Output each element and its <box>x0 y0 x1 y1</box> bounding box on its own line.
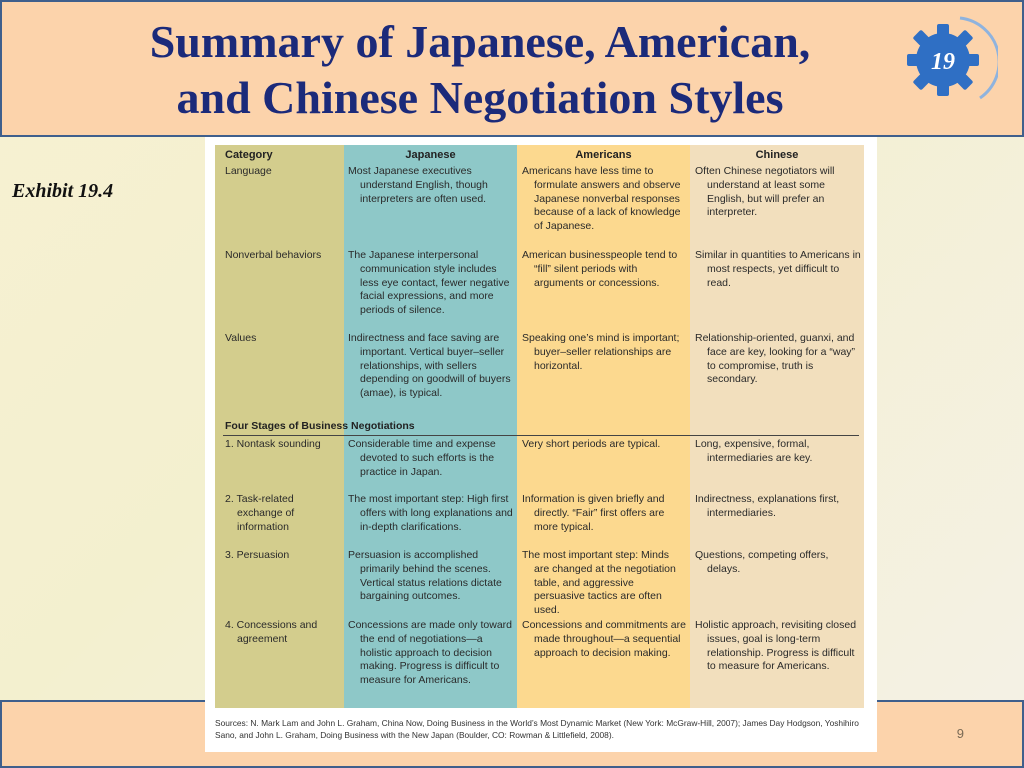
row-nonverbal-category: Nonverbal behaviors <box>225 249 322 261</box>
stage-2-japanese: The most important step: High first offers with long explanations and in-depth clarifications. <box>348 493 513 533</box>
row-values-chinese: Relationship-oriented, guanxi, and face are key, looking for a “way” to compromise, truth is secondary. <box>695 332 856 386</box>
stages-heading: Four Stages of Business Negotiations <box>225 420 415 432</box>
row-language-category: Language <box>225 165 272 177</box>
header-japanese: Japanese <box>405 149 456 161</box>
chapter-number: 19 <box>931 49 955 75</box>
stage-1-category: 1. Nontask sounding <box>225 438 321 450</box>
stage-3-japanese: Persuasion is accomplished primarily behind the scenes. Vertical status relations dictate bargaining outcomes. <box>348 549 502 603</box>
header-chinese: Chinese <box>755 149 799 161</box>
row-nonverbal-chinese: Similar in quantities to Americans in most respects, yet difficult to read. <box>695 249 861 289</box>
chapter-gear-icon <box>898 10 998 110</box>
row-language-chinese: Often Chinese negotiators will understand at least some English, but will prefer an interpreter. <box>695 165 835 219</box>
stage-3-chinese: Questions, competing offers, delays. <box>695 549 829 575</box>
exhibit-table-image <box>205 137 877 752</box>
row-values-americans: Speaking one’s mind is important; buyer–seller relationships are horizontal. <box>522 332 680 372</box>
row-values-japanese: Indirectness and face saving are important. Vertical buyer–seller relationships, with sellers depending on goodwill of buyers (amae), is typical. <box>348 332 511 400</box>
stage-4-chinese: Holistic approach, revisiting closed issues, goal is long-term relationship. Progress is difficult to measure for Americans. <box>695 619 857 673</box>
stage-4-category: 4. Concessions and agreement <box>225 619 318 645</box>
row-nonverbal-americans: American businesspeople tend to “fill” silent periods with arguments or concessions. <box>522 249 678 289</box>
title-line-2: and Chinese Negotiation Styles <box>176 72 784 123</box>
stage-2-americans: Information is given briefly and directly. “Fair” first offers are more typical. <box>522 493 665 533</box>
sources-note: Sources: N. Mark Lam and John L. Graham, China Now, Doing Business in the World’s Most Dynamic Market (New York: McGraw-Hill, 2007); James Day Hodgson, Yoshihiro Sano, and John L. Graham, Doing Business with the New Japan (Boulder, CO: Rowman & Littlefield, 2008). <box>215 718 859 740</box>
row-language-japanese: Most Japanese executives understand English, though interpreters are often used. <box>348 165 488 205</box>
exhibit-label: Exhibit 19.4 <box>12 180 114 202</box>
stage-1-americans: Very short periods are typical. <box>522 438 661 450</box>
stage-1-japanese: Considerable time and expense devoted to such efforts is the practice in Japan. <box>348 438 496 478</box>
header-americans: Americans <box>575 149 632 161</box>
stage-2-category: 2. Task-related exchange of information <box>225 493 295 533</box>
stage-4-japanese: Concessions are made only toward the end of negotiations—a holistic approach to decision making. Progress is difficult to measure for Americans. <box>348 619 513 687</box>
row-language-americans: Americans have less time to formulate answers and observe Japanese nonverbal responses because of a lack of knowledge of Japanese. <box>522 165 681 233</box>
stage-4-americans: Concessions and commitments are made throughout—a sequential approach to decision making. <box>522 619 686 659</box>
header-category: Category <box>225 149 273 161</box>
stage-3-americans: The most important step: Minds are changed at the negotiation table, and aggressive persuasive tactics are often used. <box>522 549 676 617</box>
row-nonverbal-japanese: The Japanese interpersonal communication style includes less eye contact, fewer negative facial expressions, and more periods of silence. <box>348 249 510 317</box>
slide-title <box>40 14 920 126</box>
page-number: 9 <box>956 726 964 741</box>
stages-divider <box>223 435 859 436</box>
stage-3-category: 3. Persuasion <box>225 549 290 561</box>
stage-1-chinese: Long, expensive, formal, intermediaries are key. <box>695 438 813 464</box>
row-values-category: Values <box>225 332 257 344</box>
stage-2-chinese: Indirectness, explanations first, intermediaries. <box>695 493 840 519</box>
title-line-1: Summary of Japanese, American, <box>149 16 811 67</box>
